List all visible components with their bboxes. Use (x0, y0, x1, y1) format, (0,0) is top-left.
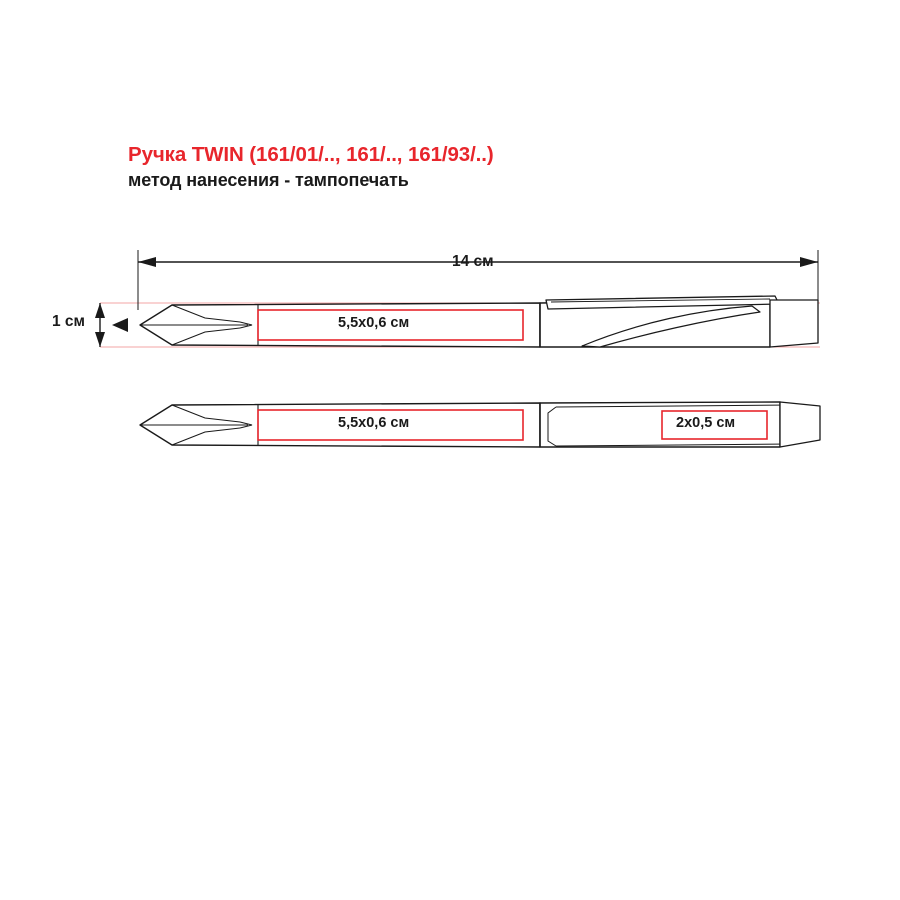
dimension-label-height: 1 см (52, 313, 86, 330)
page-title: Ручка TWIN (161/01/.., 161/.., 161/93/..) (128, 143, 494, 166)
print-area-label-top: 5,5х0,6 см (338, 315, 410, 331)
arrow-up-icon (95, 303, 105, 318)
print-area-label-barrel: 5,5х0,6 см (338, 415, 410, 431)
arrow-right-icon (800, 257, 818, 267)
print-area-label-clip: 2х0,5 см (676, 415, 736, 431)
pen-tail-outline (770, 300, 818, 347)
diagram-title (128, 142, 768, 192)
pen-tail-outline-2 (780, 402, 820, 447)
arrow-pointer-icon (112, 318, 128, 332)
dimension-label-width: 14 см (452, 253, 494, 270)
arrow-left-icon (138, 257, 156, 267)
arrow-down-icon (95, 332, 105, 347)
pen-cap-outline-2 (540, 402, 780, 447)
page-subtitle: метод нанесения - тампопечать (128, 170, 409, 190)
